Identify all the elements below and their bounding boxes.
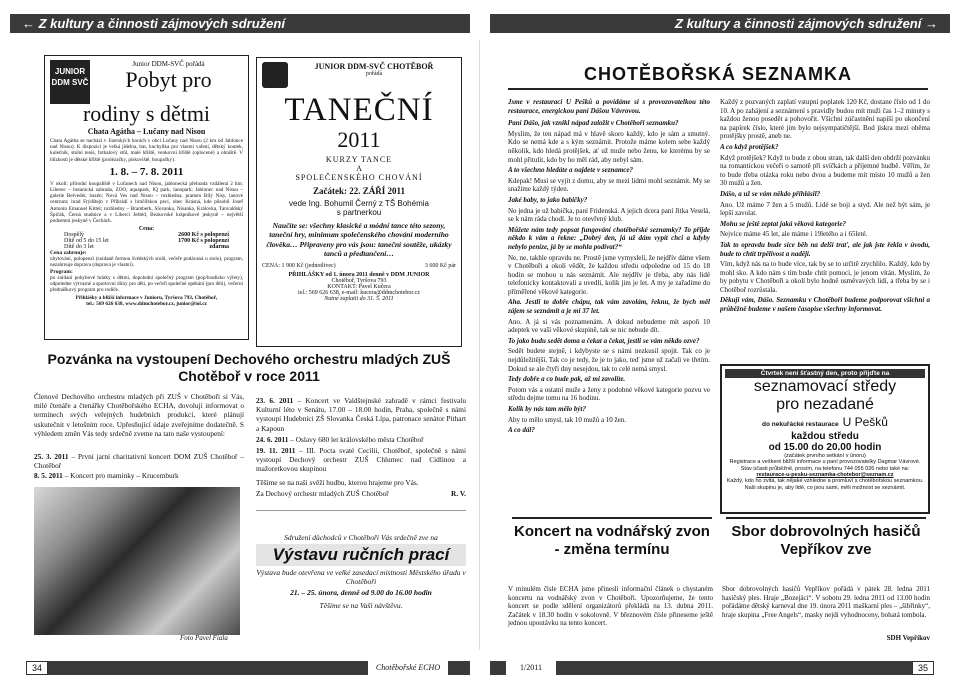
ad2-start: Začátek: 22. ZÁŘÍ 2011 [313,186,405,196]
seznamka-title: CHOTĚBOŘSKÁ SEZNAMKA [508,64,928,90]
qa-3-a: Ne, ne, takhle opravdu ne. Prostě jsme vymysleli, že nejdřív dáme všem v Chotěboři a okolí vědět, že každou středu odpoledne od 15 do 18 hodin se mohou u nás seznámit. Ale nejdřív je třeba, aby nás lidé telefonicky kontaktovali a uvedli, kolik jim je let. A my je zařadíme do příměřené věkové kategorie. [508,253,710,296]
footer-center-right: 1/2011 [506,661,556,675]
col2-3-q: Mohu se ještě zeptat jaká věková kategorie? [720,219,846,228]
adbox-l11: Každý, kdo ho zvitá, tak nějaké vzhledne a promluví s chotěbořskou seznamkou. Naši skupinu je, aby lidé, co jsou sami, měli možnost se seznámit. [726,478,924,491]
koncert-text: V minulém čísle ECHA jsme přinesli informační článek o chystaném koncertu na vodnářský zvon v Chotěboři. Upozorňujeme, že tento koncert se podle sdělení organizátorů překládá na 13. dubna 2011. Začátek v 18.30 hodin v sokolovně. V březnovém čísle přineseme ještě jednou upoutávku na tento koncert. [508,585,713,628]
qa-0-a: Myslím, že ten nápad má v hlavě skoro každý, kdo je sám a smutný. Kdo se nemá kde a s kým seznámit. Protože máme kolem sebe každý několik, kdo hledá protějšek, ať už muže nebo ženu, ke kterému by se mohl přitulit, kdo by ho měl rád, aby nebyl sám. [508,129,710,164]
logo-text: JUNIOR DDM SVČ [51,67,89,87]
ad2-pay: Nutné zaplatit do 31. 5. 2011 [324,295,394,302]
adbox-l2: seznamovací středy [753,378,897,395]
exhibition-line1: Sdružení důchodců v Chotěboři Vás srdečně zve na [284,533,438,542]
ad1-title1: Pobyt pro [125,67,212,92]
qa-2-q: Jaké baby, to jako babičky? [508,195,588,204]
seznamka-lead: Jsme v restauraci U Pešků a povídáme si s provozovatelkou této restaurace, energickou paní Dášou Vávrovou. [508,98,710,115]
ad1-place: Chata Agátha – Lučany nad Nisou [87,127,206,136]
ad2-line3: SPOLEČENSKÉHO CHOVÁNÍ [295,173,423,182]
footer-center-left: Chotěbořské ECHO [368,661,448,675]
concert-event-3 [256,396,466,433]
price-adults-value: 2600 Kč s polopenzí [178,232,229,239]
qa-5-a: Sedět budete stejně, i kdybyste se s námi nezkusil spojit. Tak co je nejdůležitější. Tak co je tedy, že je to jako, teď jsme už začali ve třetím. Dokud se ale čtyři dny nesejdou, tak to celé nemá smysl. [508,347,710,373]
ad2-price1: CENA: 1 900 Kč (jednotlivec) [262,262,336,269]
ad2-price-row [262,263,456,269]
ad-family-stay [44,55,249,340]
seznamka-ad-box [720,364,930,514]
ad1-program: po snídani pohybové hrátky s dětmi, dopolední společný program (pop/hradisko výlety), odpoledne výtvarné a sportovní dílny pro děti, po večeři společné opékání (pro děti), večerní přednáškový program pro rodiče. [50,274,243,294]
event-2-text: – Koncert pro maminky – Krucemburk [64,471,179,480]
ad2-kontakt: KONTAKT: Pavel Kučera [327,283,391,290]
ad2-teacher1: vede Ing. Bohumil Černý z TŠ Bohémia [289,199,429,208]
concert-event-2 [34,471,244,480]
ad1-contact2: tel.: 569 626 638, www.ddmchotebor.cz, junior@iol.cz [86,301,207,308]
concert-closing: Těšíme se na naši svěží hudbu, kterou hrajeme pro Vás. [256,477,419,487]
col2-5-q: Děkuji vám, Dášo. Seznamku v Chotěboři budeme podporovat všichni a průběžně budeme v našem časopise všechny informovat. [720,296,930,314]
ad1-program-label: Program: [50,268,73,275]
ad1-org: Junior DDM-SVČ pořádá [132,60,205,68]
ad2-slogan: Naučíte se: všechny klasické a módní tance této sezony, taneční hry, minimum společenského chování moderního člověka… Připraveny pro vás jsou: taneční soutěže, ukázky tanců a předtančení… [266,221,452,259]
concert-signature: Za Dechový orchestr mladých ZUŠ Chotěboř [256,488,389,498]
qa-1-q: A to všechno hledáte a najdete v seznamce? [508,166,634,175]
seznamka-col1 [508,98,710,498]
concert-event-5 [256,446,466,474]
hasici-sign: SDH Vepříkov [886,634,930,642]
qa-4-q: Aha. Jestli to dobře chápu, tak vám zavolám, řeknu, že bych měl zájem se seznámit a je mi 37 let. [508,298,710,316]
qa-4-a: Ano. A já si vás poznamenám. A dokud nebudeme mít aspoň 10 adeptek ve vaší věkové skupině, tak se nic nebude dít. [508,317,710,335]
header-left-title: Z kultury a činnosti zájmových sdružení [38,16,285,31]
header-right-title: Z kultury a činnosti zájmových sdružení [675,16,922,31]
ad-dance-course [256,57,462,347]
ad2-line1: KURZY TANCE [325,155,393,164]
ad1-desc: Chata Agátha se nachází v Jizerských horách v obci Lučany nad Nisou (2 km od Jablonce nad Nisou). K dispozici je velká jídelna, bar, kuchyňka pro vlastní vaření, dětský koutek, kulečník, stolní tenis, fotbalový stůl, malé hřiště, venkovní hřiště (oplocené) a ohniště. V blízkosti je dětské hřiště (prolézačky, pískoviště, houpačky). [50,138,243,163]
footer-right [490,661,930,675]
ad2-apply: PŘIHLÁŠKY od 1. února 2011 denně v DDM JUNIOR [288,271,430,278]
concert-intro: Členové Dechového orchestru mladých při ZUŠ v Chotěboři si Vás, milé čtenáře a čtenářky Chotěbořského ECHA, dovolují informovat o termínech svých veřejných hudebních produkcí, které plánují uskutečnit v letošním roce. Upřesňující údaje zveřejníme dodatečně. S výhledem změn Vás tedy srdečně zveme na tato naše vystoupení: [34,392,244,438]
col2-4-a: Vím, když nás na to bude více, tak by se to určitě zrychlilo. Každý, kdo by mohl sko. A kdo nám s tím bude chtít pomoci, je jenom vítán. Myslím, že by pobytu v Chotěboři a okolí bylo hodně usměvavých lidí, a třeba by se i Chotěboř rozrůstala. [720,260,930,294]
ad2-price2: 3 600 Kč pár [424,262,456,269]
exhibition-title: Výstavu ručních prací [256,544,466,566]
col2-1-a: Když protějšek? Když to bude z obou stran, tak další den obdrží pozvánku na romantickou večeři o samotě při svíčkách a příjemné hudbě. Věřím, že to bude třeba otázka roku nebo dvou a budeme mít místo 10 mužů a žen 30 mužů a žen. [720,153,930,188]
adbox-l10[interactable]: restaurace-u-pesku-seznamka-chotebor@seznam.cz [756,472,894,479]
col2-3-a: Nejvíce máme 45 let, ale máme i 19letého a i 65leté. [720,230,868,239]
qa-2-a: No jedna je už babička, paní Fridenská. A jejich dcera paní Jitka Veselá, se k nám ráda chodí. Je to otevřený klub. [508,206,710,224]
ad1-trips: V okolí: přírodní koupaliště v Lučanech nad Nisou, jablonecká přehrada vzdálená 2 km; Liberec – botanická zahrada, ZOO, aquapark, IQ park, lanopark; Jablonec nad Nisou – galerie Belvedér, bazén; Nová Ves nad Nisou – rozhledna, pramen Bílý Nisy, lanové centrum; hrad Frýdštejn v Příhrádí s hrnčířskou pecí, obec Krásná, kde působil Josef Antonín Emanuel Kittel; rozhledny – Bramberk, Slovanka, Nisanka, Královka, Tanvaldský Špičák, Černá studnice a v Liberci Ještěd, Bezkovské krápníkové jeskyně – největší podzemní jeskyně v Čechách. [50,180,243,225]
price-small-value: zdarma [209,244,229,251]
page-gutter [479,40,480,650]
event-5-text: – III. Pocta svaté Cecílii, Chotěboř, společně s námi vystoupí Dechový orchestr ZUŠ Chlumec nad Cidlinou a mažoretkovou skupinou [256,446,467,474]
ad2-org2: pořádá [365,71,383,77]
event-1-text: – První jarní charitativní koncert DOM ZUŠ Chotěboř – Chotěboř [34,452,245,471]
page-header-left [10,14,470,33]
event-4-text: – Oslavy 680 let královského města Chotěboř [290,434,424,444]
price-small-label: Dítě do 3 let [64,244,94,251]
col2-2-q: Dášo, a už se vám někdo přihlásil? [720,189,821,198]
concert-initials: R. V. [451,488,466,498]
adbox-l8: (začátek prvního setkání v únoru) [784,453,866,459]
col2-0-a: Každý z pozvaných zaplatí vstupní poplatek 120 Kč, dostane číslo od 1 do 10. A po zahájení a seznámení s pravidly budou mít muži čas 1–2 minuty s každou ženou posedět a pohovořit. Všichni zúčastnění napíší po ukončení na papírek číslo, které jim bylo nejsympatičtější. Bod jiskra mezi oběma protějšky prostě, aneb ne. [720,98,930,141]
ad2-year: 2011 [337,127,381,152]
concert-events-col2 [256,396,466,498]
qa-8-q: A co dál? [508,426,535,435]
col2-2-a: Ano. Už máme 7 žen a 5 mužů. Lidé se boji a styd. Ale než být sám, je lepší zavolat. [720,200,930,218]
qa-7-q: Kolik by nás tam mělo být? [508,405,586,413]
qa-0-q: Paní Dášo, jak vznikl nápad založit v Chotěboři seznamku? [508,119,679,128]
event-3-text: – Koncert ve Valdštejnské zahradě v rámci festivalu Kulturní léto v Senátu, 17.00 – 18.00 hodin, Praha, společně s námi vystoupí Hudebníci ZŠ Slovanka Česká Lípa, patronace senátor Pithart a Kapoun [256,396,467,433]
adbox-l9: Registrace a veškeré bližší informace u paní provozovatelky Dagmar Vávrové. Stav účasti průběžně, prosím, na telefonu 744 055 026 nebo také na: [729,459,921,472]
dance-logo [262,62,288,88]
qa-6-a: Potom vás a ostatní muže a ženy z podobné věkové kategorie pozvu ve středu dejme tomu na 16 hodinu. [508,385,710,403]
adbox-l6: každou středu [791,431,859,442]
adbox-l3: pro nezadané [776,396,874,413]
qa-5-q: To jako budu sedět doma a čekat a čekat, jestli se vám někdo ozve? [508,336,700,345]
qa-6-q: Tedy dobře a co bude pak, až mi zavolíte. [508,375,626,384]
page-header-right [490,14,950,33]
photo-credit: Foto Pavel Fiala [180,634,228,642]
arrow-left-icon: ← [22,16,35,31]
col2-1-q: A co když protějšek? [720,142,779,151]
exhibition-line3: Těšíme se na Vaši návštěvu. [319,601,403,610]
exhibition-line2: Výstava bude otevřena ve velké zasedací místnosti Městského úřadu v Chotěboři [256,568,466,586]
arrow-right-icon: → [925,16,938,31]
concert-signature-row [256,489,466,498]
adbox-l5: U Pešků [842,415,888,429]
ad2-teacher2: s partnerkou [336,208,382,217]
qa-7-a: Aby to mělo smysl, tak 10 mužů a 10 žen. [508,415,627,424]
hasici-text: Sbor dobrovolných hasičů Vepříkov pořádá v pátek 28. ledna 2011 hasičský ples. Hraje „Bozejáci“. V sobotu 29. ledna 2011 od 13.00 hodin pořádáme dětský karneval dne 19. února 2011 maškarní ples – „šibřinky“, hraje skupina „Free Angels“, masky nejdi vyhodnoceny, bohatá tombola. [722,585,930,619]
event-5-date: 19. 11. 2011 [256,446,296,456]
col2-4-q: Tak to opravdu bude síce běh na delší trať, ale jak jste řekla v úvodu, bude to chtít trpělivost a naději. [720,240,930,258]
seznamka-col2 [720,98,930,360]
event-3-date: 23. 6. 2011 [256,396,294,405]
ad1-contact1: Přihlášky a bližší informace v Junioru, Tyršova 793, Chotěboř, [75,295,218,302]
event-4-date: 24. 6. 2011 [256,434,289,444]
concert-event-1 [34,452,244,470]
hasici-title: Sbor dobrovolných hasičů Vepříkov zve [726,517,926,559]
ad2-org: JUNIOR DDM-SVČ CHOTĚBOŘ [314,62,434,71]
ad1-includes: ubytování, polopenzi (snídaně formou švédských stolů, večeře podávaná u stolu), program, nezahrnuje dopravu (doprava je vlastní). [50,256,243,269]
price-kids-label: Dítě od 5 do 15 let [64,238,109,245]
ad1-title2: rodiny s dětmi [82,101,211,126]
ad1-price-label: Cena: [138,226,155,233]
ad2-line2: A [356,164,362,173]
koncert-title: Koncert na vodnářský zvon - změna termínu [512,517,712,559]
ad2-title: TANEČNÍ [284,92,434,128]
page-number-right: 35 [912,661,934,675]
orchestra-photo [34,487,240,635]
ad2-tel: tel.: 569 626 638, e-mail: kucera@ddmchotebor.cz [298,289,420,296]
adbox-l4: do nekuřácké restaurace [762,421,839,428]
ad1-dates: 1. 8. – 7. 8. 2011 [109,165,184,178]
price-adults-label: Dospělý [64,232,84,239]
qa-3-q: Můžete nám tedy popsat fungování chotěbořské seznamky? To přijde někdo k vám a řekne: „Dobrý den, já už dám vypít chci a kdyby nebylo peníze, já by se mohla podívat?“ [508,225,710,251]
event-1-date: 25. 3. 2011 [34,452,69,461]
ad2-addr: Chotěboř, Tyršova 793 [331,277,387,284]
qa-1-a: Kdepak! Musí se vyjít z domu, aby se mezi lidmi mohl seznámit. My se snažíme každý týden. [508,176,710,194]
ad1-includes-label: Cena zahrnuje: [50,250,87,257]
price-kids-value: 1700 Kč s polopenzí [178,238,229,245]
event-2-date: 8. 5. 2011 [34,471,63,480]
page-number-left: 34 [26,661,48,675]
adbox-l1: Čtvrtek není šťastný den, proto přijďte na [725,369,925,378]
junior-logo [50,60,90,104]
concert-title: Pozvánka na vystoupení Dechového orchestru mladých ZUŠ Chotěboř v roce 2011 [47,351,451,384]
exhibition-ad [256,510,466,630]
concert-event-4 [256,435,466,444]
exhibition-dates: 21. – 25. února, denně od 9.00 do 16.00 hodin [290,588,432,597]
adbox-l7: od 15.00 do 20.00 hodin [768,442,882,453]
